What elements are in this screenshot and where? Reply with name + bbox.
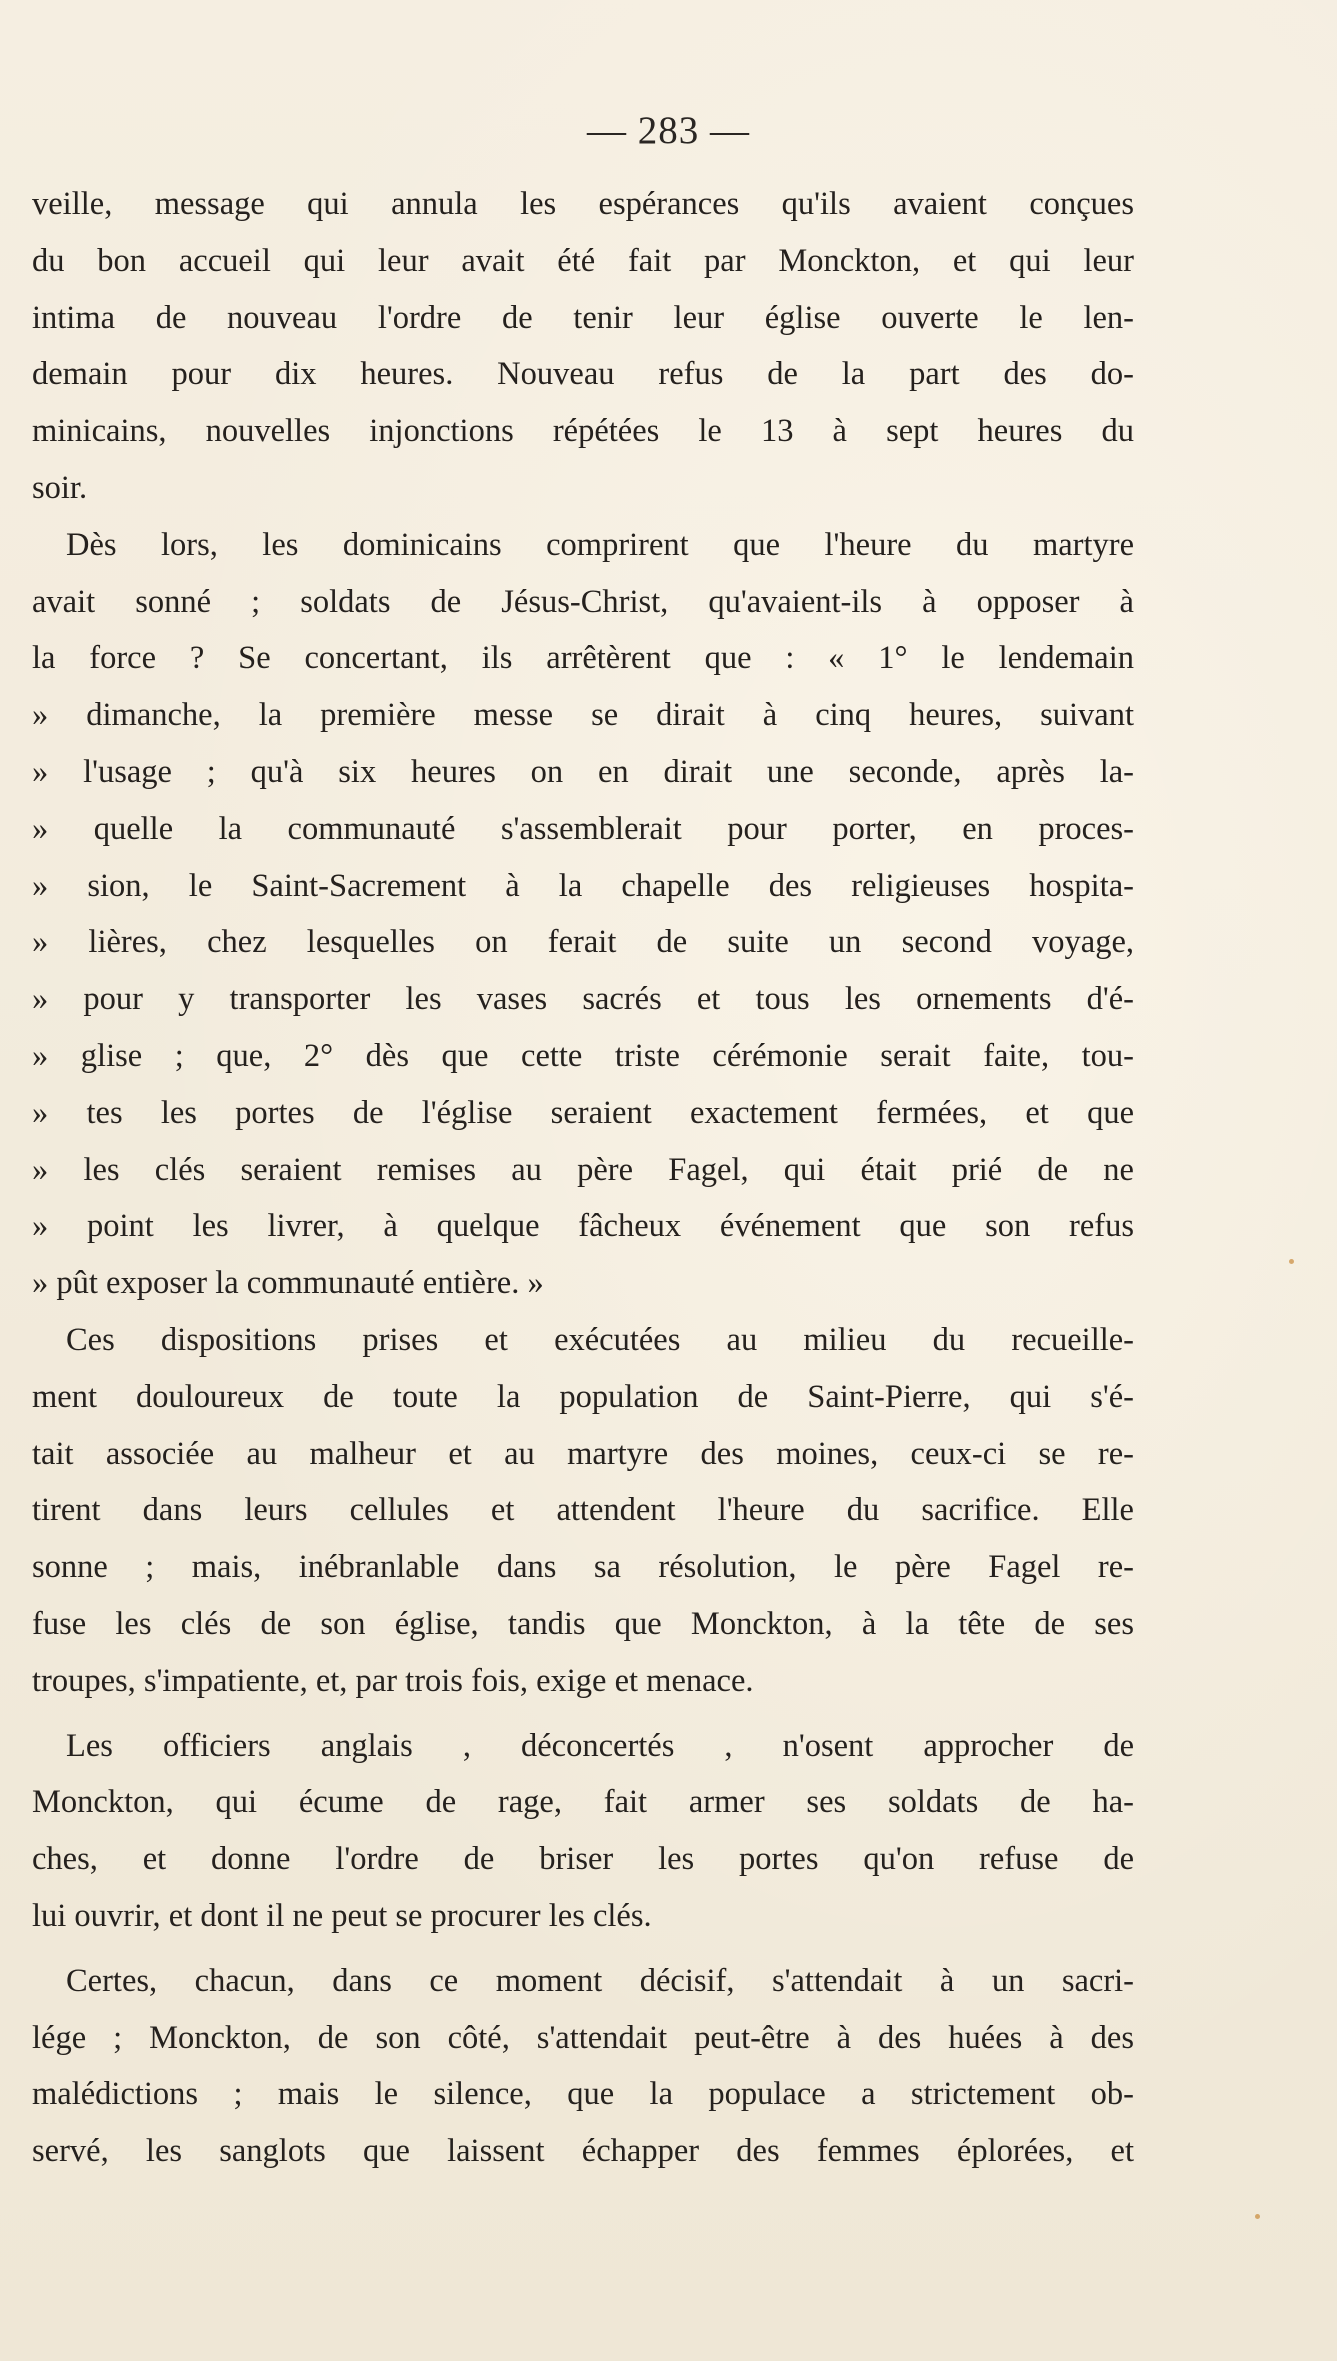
paragraph-2-body	[32, 574, 1134, 1312]
text-line: » sion, le Saint-Sacrement à la chapelle des religieuses hospita-	[32, 867, 1134, 904]
text-line: ches, et donne l'ordre de briser les portes qu'on refuse de	[32, 1841, 1134, 1878]
paragraph-1	[32, 176, 1134, 517]
text-line: minicains, nouvelles injonctions répétées le 13 à sept heures du	[32, 413, 1134, 450]
text-line: Certes, chacun, dans ce moment décisif, s'attendait à un sacri-	[66, 1962, 1134, 1999]
text-line: Monckton, qui écume de rage, fait armer ses soldats de ha-	[32, 1784, 1134, 1821]
text-line: sonne ; mais, inébranlable dans sa résolution, le père Fagel re-	[32, 1549, 1134, 1586]
paragraph-5-body	[32, 2010, 1134, 2180]
text-line: veille, message qui annula les espérances qu'ils avaient conçues	[32, 186, 1134, 222]
paragraph-4	[32, 1718, 1134, 1775]
text-line: avait sonné ; soldats de Jésus-Christ, qu'avaient-ils à opposer à	[32, 583, 1134, 620]
paper-speck	[1255, 2214, 1260, 2219]
text-line: tait associée au malheur et au martyre des moines, ceux-ci se re-	[32, 1435, 1134, 1472]
paragraph-2	[32, 517, 1134, 574]
text-line: ment douloureux de toute la population de Saint-Pierre, qui s'é-	[32, 1378, 1134, 1415]
text-line: tirent dans leurs cellules et attendent l'heure du sacrifice. Elle	[32, 1492, 1134, 1529]
paper-speck	[1289, 1259, 1294, 1264]
text-line: Dès lors, les dominicains comprirent que l'heure du martyre	[66, 526, 1134, 563]
text-line: fuse les clés de son église, tandis que Monckton, à la tête de ses	[32, 1605, 1134, 1642]
text-line: soir.	[32, 469, 88, 506]
paragraph-gap	[32, 1710, 1134, 1718]
text-line: la force ? Se concertant, ils arrêtèrent que : « 1° le lendemain	[32, 640, 1134, 677]
page-number: — 283 —	[587, 109, 750, 152]
body-text	[32, 176, 1134, 2180]
text-line: servé, les sanglots que laissent échapper des femmes éplorées, et	[32, 2133, 1134, 2170]
text-line: » glise ; que, 2° dès que cette triste cérémonie serait faite, tou-	[32, 1037, 1134, 1074]
text-line: intima de nouveau l'ordre de tenir leur église ouverte le len-	[32, 299, 1134, 336]
text-line: » les clés seraient remises au père Fagel, qui était prié de ne	[32, 1151, 1134, 1188]
text-line: » quelle la communauté s'assemblerait pour porter, en proces-	[32, 810, 1134, 847]
text-line: lui ouvrir, et dont il ne peut se procurer les clés.	[32, 1897, 652, 1934]
text-line: lége ; Monckton, de son côté, s'attendait peut-être à des huées à des	[32, 2019, 1134, 2056]
paragraph-3	[32, 1312, 1134, 1369]
text-line: du bon accueil qui leur avait été fait par Monckton, et qui leur	[32, 242, 1134, 279]
text-line: Les officiers anglais , déconcertés , n'osent approcher de	[66, 1727, 1134, 1764]
text-line: troupes, s'impatiente, et, par trois fois, exige et menace.	[32, 1662, 754, 1699]
text-line: » pût exposer la communauté entière. »	[32, 1265, 544, 1302]
text-line: » point les livrer, à quelque fâcheux événement que son refus	[32, 1208, 1134, 1245]
text-line: » l'usage ; qu'à six heures on en dirait une seconde, après la-	[32, 753, 1134, 790]
text-line: » pour y transporter les vases sacrés et tous les ornements d'é-	[32, 981, 1134, 1018]
text-line: Ces dispositions prises et exécutées au milieu du recueille-	[66, 1321, 1134, 1358]
text-line: malédictions ; mais le silence, que la populace a strictement ob-	[32, 2076, 1134, 2113]
paragraph-gap	[32, 1945, 1134, 1953]
paragraph-5	[32, 1953, 1134, 2010]
paragraph-4-body	[32, 1774, 1134, 1944]
text-line: » tes les portes de l'église seraient exactement fermées, et que	[32, 1094, 1134, 1131]
text-line: » lières, chez lesquelles on ferait de suite un second voyage,	[32, 924, 1134, 961]
paragraph-3-body	[32, 1369, 1134, 1710]
text-line: demain pour dix heures. Nouveau refus de la part des do-	[32, 356, 1134, 393]
text-line: » dimanche, la première messe se dirait à cinq heures, suivant	[32, 697, 1134, 734]
